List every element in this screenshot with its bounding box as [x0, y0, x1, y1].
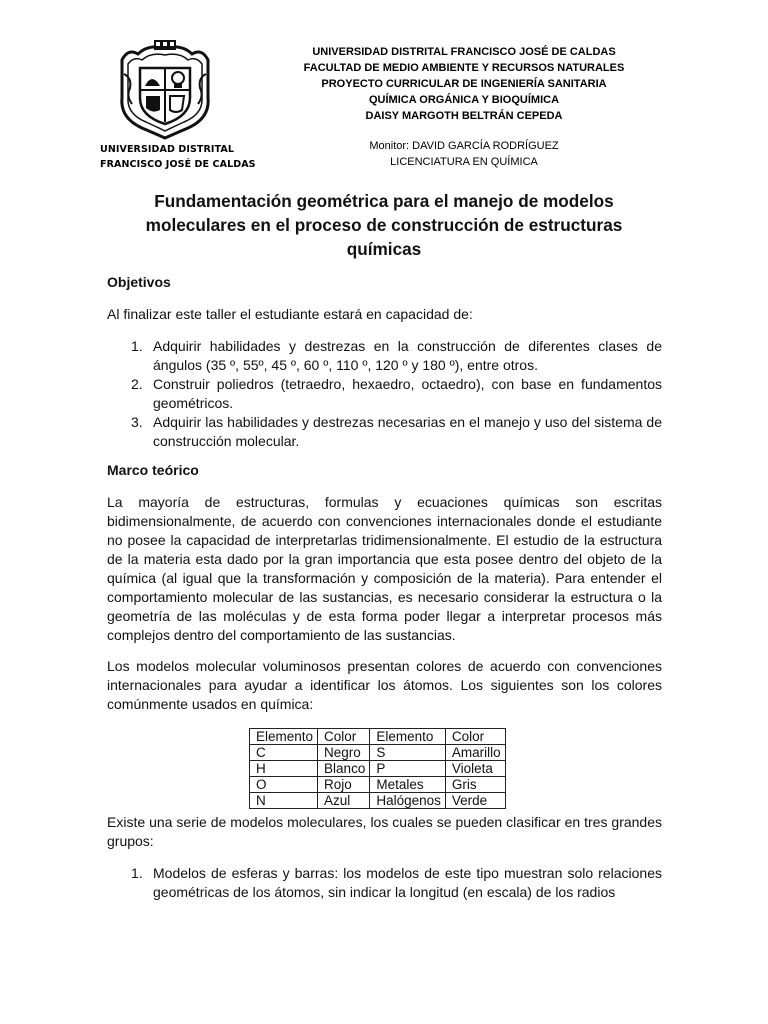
- table-cell: S: [370, 745, 446, 761]
- list-text: Modelos de esferas y barras: los modelos de este tipo muestran solo relaciones geométricas de los átomos, sin indicar la longitud (en escala) de los radios: [153, 865, 662, 900]
- theory-paragraph-3: Existe una serie de modelos moleculares, los cuales se pueden clasificar en tres grandes grupos:: [107, 814, 662, 849]
- professor-name: DAISY MARGOTH BELTRÁN CEPEDA: [365, 110, 563, 122]
- table-header-cell: Elemento: [370, 729, 446, 745]
- list-text: Adquirir habilidades y destrezas en la construcción de diferentes clases de ángulos (35 º, 55º, 45 º, 60 º, 110 º, 120 º y 180 º), entre otros.: [153, 338, 662, 373]
- document-title: Fundamentación geométrica para el manejo de modelos moleculares en el proceso de construcción de estructuras químicas: [145, 191, 623, 259]
- objectives-heading: Objetivos: [107, 274, 171, 290]
- course-name: QUÍMICA ORGÁNICA Y BIOQUÍMICA: [368, 94, 560, 106]
- models-list: [107, 864, 662, 902]
- logo-text-line: FRANCISCO JOSÉ DE CALDAS: [100, 159, 256, 170]
- table-row: [250, 793, 506, 809]
- list-number: 1.: [131, 338, 143, 354]
- table-cell: Verde: [445, 793, 505, 809]
- table-cell: Gris: [445, 777, 505, 793]
- logo-text-line: UNIVERSIDAD DISTRITAL: [100, 144, 235, 155]
- table-cell: Azul: [318, 793, 370, 809]
- list-number: 1.: [131, 865, 143, 881]
- curricular-project: PROYECTO CURRICULAR DE INGENIERÍA SANITARIA: [321, 78, 607, 90]
- table-cell: Violeta: [445, 761, 505, 777]
- table-row: [250, 761, 506, 777]
- table-cell: Metales: [370, 777, 446, 793]
- list-text: Adquirir las habilidades y destrezas necesarias en el manejo y uso del sistema de construcción molecular.: [153, 414, 662, 449]
- table-cell: C: [250, 745, 318, 761]
- university-logo: [100, 40, 256, 172]
- theory-heading: Marco teórico: [107, 462, 199, 478]
- list-number: 2.: [131, 376, 143, 392]
- list-text: Construir poliedros (tetraedro, hexaedro, octaedro), con base en fundamentos geométricos.: [153, 376, 662, 411]
- list-number: 3.: [131, 414, 143, 430]
- monitor-line: Monitor: DAVID GARCÍA RODRÍGUEZ: [369, 140, 559, 152]
- table-cell: Amarillo: [445, 745, 505, 761]
- list-item: [107, 375, 662, 413]
- element-color-table: [249, 728, 506, 809]
- table-row: [250, 777, 506, 793]
- list-item: [107, 864, 662, 902]
- university-name: UNIVERSIDAD DISTRITAL FRANCISCO JOSÉ DE CALDAS: [312, 46, 616, 58]
- faculty-name: FACULTAD DE MEDIO AMBIENTE Y RECURSOS NATURALES: [303, 62, 625, 74]
- table-header-cell: Elemento: [250, 729, 318, 745]
- objectives-list: [107, 337, 662, 451]
- table-row: [250, 745, 506, 761]
- table-cell: Negro: [318, 745, 370, 761]
- table-header-cell: Color: [445, 729, 505, 745]
- institution-header: [260, 44, 668, 170]
- table-cell: H: [250, 761, 318, 777]
- table-cell: Blanco: [318, 761, 370, 777]
- table-header-cell: Color: [318, 729, 370, 745]
- objectives-intro: Al finalizar este taller el estudiante estará en capacidad de:: [107, 306, 473, 322]
- university-crest-icon: [118, 40, 212, 140]
- program-line: LICENCIATURA EN QUÍMICA: [390, 156, 538, 168]
- table-cell: Halógenos: [370, 793, 446, 809]
- theory-paragraph-1: La mayoría de estructuras, formulas y ecuaciones químicas son escritas bidimensionalmente, de acuerdo con convenciones internacionales donde el estudiante no posee la capacidad de interpretarlas tridimensionalmente. El estudio de la estructura de la materia esta dado por la gran importancia que esta posee dentro del objeto de la química (al igual que la transformación y composición de la materia). Para entender el comportamiento molecular de las sustancias, es necesario considerar la estructura o la geometría de las moléculas y de esta forma poder llegar a interpretar procesos más complejos dentro del comportamiento de las sustancias.: [107, 494, 662, 643]
- theory-paragraph-2: Los modelos molecular voluminosos presentan colores de acuerdo con convenciones internacionales para ayudar a identificar los átomos. Los siguientes son los colores comúnmente usados en química:: [107, 658, 662, 712]
- table-header-row: [250, 729, 506, 745]
- table-cell: O: [250, 777, 318, 793]
- table-cell: Rojo: [318, 777, 370, 793]
- list-item: [107, 413, 662, 451]
- table-cell: P: [370, 761, 446, 777]
- list-item: [107, 337, 662, 375]
- table-cell: N: [250, 793, 318, 809]
